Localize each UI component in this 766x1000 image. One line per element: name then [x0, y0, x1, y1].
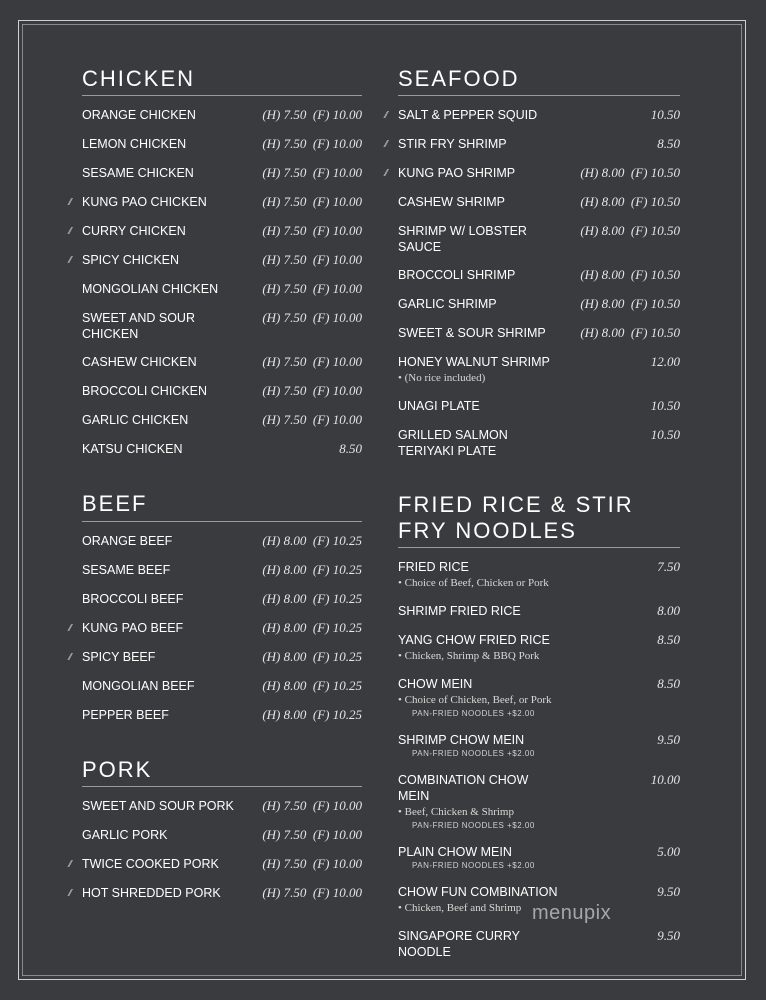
item-name: PEPPER BEEF [82, 707, 169, 722]
menu-item [68, 615, 362, 644]
menu-item [384, 160, 680, 189]
price-full: (F) 10.25 [312, 532, 362, 548]
item-name: KUNG PAO CHICKEN [82, 195, 207, 210]
price-single: 10.50 [650, 107, 680, 123]
spicy-icon: // [68, 857, 71, 870]
chicken-section [68, 66, 362, 465]
item-price [651, 427, 680, 443]
price-full: (F) 10.00 [312, 136, 362, 152]
right-column [384, 66, 680, 993]
spicy-icon: // [384, 138, 387, 151]
item-name: FRIED RICE [398, 559, 469, 574]
menu-item [82, 131, 362, 160]
item-price [262, 354, 362, 370]
item-subnote: PAN-FRIED NOODLES +$2.00 [412, 708, 535, 718]
spicy-icon: // [384, 167, 387, 180]
item-name: CURRY CHICKEN [82, 224, 186, 239]
price-full: (F) 10.25 [312, 706, 362, 722]
price-full: (F) 10.00 [312, 383, 362, 399]
menu-item [68, 644, 362, 673]
pork-section [68, 756, 362, 909]
price-full: (F) 10.25 [312, 648, 362, 664]
item-name: SALT & PEPPER SQUID [398, 108, 538, 123]
menu-item [82, 160, 362, 189]
menu-item [82, 793, 362, 822]
item-price [262, 310, 362, 326]
item-price [262, 798, 362, 814]
item-name: SPICY CHICKEN [82, 253, 180, 268]
item-name: SESAME BEEF [82, 562, 171, 577]
menu-item [398, 767, 680, 839]
price-half: (H) 7.50 [262, 194, 307, 210]
beef-section [68, 491, 362, 730]
menu-item [68, 880, 362, 909]
menu-item [68, 218, 362, 247]
menu-item [398, 554, 680, 598]
price-full: (F) 10.50 [630, 194, 680, 210]
price-half: (H) 7.50 [262, 354, 307, 370]
item-price [657, 676, 680, 692]
item-price [262, 165, 362, 181]
item-note: • Beef, Chicken & Shrimp [398, 805, 514, 818]
menu-item [82, 702, 362, 731]
price-full: (F) 10.50 [630, 165, 680, 181]
price-half: (H) 8.00 [262, 706, 307, 722]
price-full: (F) 10.00 [312, 354, 362, 370]
price-single: 5.00 [657, 843, 680, 859]
watermark-logo: menupix [532, 902, 612, 924]
price-full: (F) 10.25 [312, 677, 362, 693]
item-name: ORANGE CHICKEN [82, 108, 196, 123]
item-price [657, 632, 680, 648]
price-full: (F) 10.00 [312, 412, 362, 428]
item-name: SHRIMP CHOW MEIN [398, 732, 525, 747]
item-price [262, 194, 362, 210]
item-price [262, 678, 362, 694]
item-price [262, 620, 362, 636]
menu-item [68, 247, 362, 276]
item-name: SWEET & SOUR SHRIMP [398, 326, 546, 341]
price-full: (F) 10.00 [312, 107, 362, 123]
spicy-icon: // [384, 109, 387, 122]
item-price [262, 533, 362, 549]
item-name: CASHEW CHICKEN [82, 355, 197, 370]
menu-item [398, 422, 680, 466]
menu-item [68, 851, 362, 880]
item-subnote: PAN-FRIED NOODLES +$2.00 [412, 860, 535, 870]
price-half: (H) 8.00 [262, 677, 307, 693]
item-price [651, 107, 680, 123]
price-full: (F) 10.00 [312, 281, 362, 297]
item-price [657, 928, 680, 944]
menu-item [82, 673, 362, 702]
item-name: KATSU CHICKEN [82, 442, 183, 457]
menu-item [82, 528, 362, 557]
price-full: (F) 10.00 [312, 826, 362, 842]
price-half: (H) 8.00 [580, 165, 625, 181]
menu-item [82, 436, 362, 465]
price-half: (H) 7.50 [262, 223, 307, 239]
price-half: (H) 8.00 [262, 590, 307, 606]
menu-item [82, 407, 362, 436]
section-title-rice-noodles: FRIED RICE & STIR FRY NOODLES [398, 492, 680, 548]
price-single: 7.50 [657, 558, 680, 574]
section-title-chicken: CHICKEN [82, 66, 362, 96]
price-half: (H) 8.00 [262, 619, 307, 635]
price-half: (H) 8.00 [262, 532, 307, 548]
item-price [657, 884, 680, 900]
price-half: (H) 7.50 [262, 136, 307, 152]
item-price [651, 398, 680, 414]
menu-item [398, 262, 680, 291]
price-half: (H) 7.50 [262, 165, 307, 181]
item-name: HONEY WALNUT SHRIMP [398, 355, 550, 370]
section-title-pork: PORK [82, 757, 362, 787]
section-title-seafood: SEAFOOD [398, 66, 680, 96]
price-single: 8.50 [657, 675, 680, 691]
item-name: UNAGI PLATE [398, 399, 480, 414]
price-single: 8.00 [657, 602, 680, 618]
price-full: (F) 10.00 [312, 165, 362, 181]
left-column [68, 66, 362, 935]
item-price [651, 354, 680, 370]
item-subnote: PAN-FRIED NOODLES +$2.00 [412, 748, 535, 758]
price-single: 10.00 [650, 771, 680, 787]
item-note: • Choice of Beef, Chicken or Pork [398, 576, 549, 589]
price-single: 9.50 [657, 927, 680, 943]
menu-item [398, 320, 680, 349]
item-name: GARLIC SHRIMP [398, 297, 497, 312]
item-price [262, 107, 362, 123]
item-price [580, 267, 680, 283]
menu-item [398, 727, 680, 767]
price-half: (H) 7.50 [262, 310, 307, 326]
item-price [580, 194, 680, 210]
price-full: (F) 10.00 [312, 855, 362, 871]
price-half: (H) 8.00 [580, 223, 625, 239]
item-name: SINGAPORE CURRY NOODLE [398, 928, 520, 959]
item-price [262, 281, 362, 297]
item-price [651, 772, 680, 788]
item-note: • Chicken, Beef and Shrimp [398, 901, 522, 914]
menu-item [82, 557, 362, 586]
item-subnote: PAN-FRIED NOODLES +$2.00 [412, 820, 535, 830]
item-name: SPICY BEEF [82, 649, 156, 664]
price-full: (F) 10.00 [312, 252, 362, 268]
item-name: CHOW FUN COMBINATION [398, 884, 558, 899]
menu-item [82, 276, 362, 305]
price-single: 8.50 [657, 136, 680, 152]
price-half: (H) 8.00 [262, 648, 307, 664]
price-half: (H) 7.50 [262, 826, 307, 842]
item-name: HOT SHREDDED PORK [82, 885, 221, 900]
item-price [580, 165, 680, 181]
price-half: (H) 8.00 [262, 561, 307, 577]
menu-item [82, 822, 362, 851]
menu-item [82, 305, 362, 349]
item-price [262, 562, 362, 578]
menu-item [398, 189, 680, 218]
price-full: (F) 10.25 [312, 619, 362, 635]
item-price [262, 136, 362, 152]
price-single: 12.00 [650, 354, 680, 370]
price-single: 8.50 [657, 631, 680, 647]
item-name: SWEET AND SOUR PORK [82, 798, 234, 813]
menu-item [398, 218, 680, 262]
price-full: (F) 10.00 [312, 310, 362, 326]
price-full: (F) 10.50 [630, 296, 680, 312]
item-price [657, 136, 680, 152]
price-full: (F) 10.00 [312, 884, 362, 900]
item-note: • Chicken, Shrimp & BBQ Pork [398, 649, 540, 662]
item-name: LEMON CHICKEN [82, 137, 187, 152]
menu-item [398, 349, 680, 393]
item-price [262, 856, 362, 872]
item-price [580, 223, 680, 239]
price-full: (F) 10.25 [312, 561, 362, 577]
item-name: GARLIC CHICKEN [82, 413, 189, 428]
item-name: COMBINATION CHOW MEIN [398, 772, 529, 803]
spicy-icon: // [68, 650, 71, 663]
menu-item [82, 586, 362, 615]
item-note: • Choice of Chicken, Beef, or Pork [398, 693, 552, 706]
item-price [262, 827, 362, 843]
item-name: BROCCOLI SHRIMP [398, 268, 516, 283]
price-half: (H) 7.50 [262, 412, 307, 428]
item-price [657, 603, 680, 619]
menu-item [398, 393, 680, 422]
price-single: 10.50 [650, 398, 680, 414]
price-single: 9.50 [657, 731, 680, 747]
price-full: (F) 10.50 [630, 223, 680, 239]
item-name: SESAME CHICKEN [82, 166, 194, 181]
price-half: (H) 8.00 [580, 267, 625, 283]
item-name: STIR FRY SHRIMP [398, 137, 507, 152]
menu-item [398, 671, 680, 727]
menu-item [384, 131, 680, 160]
price-full: (F) 10.50 [630, 267, 680, 283]
menu-item [398, 627, 680, 671]
item-name: BROCCOLI BEEF [82, 591, 184, 606]
item-name: TWICE COOKED PORK [82, 856, 219, 871]
item-name: PLAIN CHOW MEIN [398, 844, 512, 859]
price-half: (H) 7.50 [262, 797, 307, 813]
price-single: 9.50 [657, 883, 680, 899]
price-half: (H) 8.00 [580, 325, 625, 341]
item-price [262, 412, 362, 428]
menu-item [82, 349, 362, 378]
price-full: (F) 10.50 [630, 325, 680, 341]
item-price [657, 732, 680, 748]
item-price [262, 649, 362, 665]
item-name: MONGOLIAN CHICKEN [82, 282, 219, 297]
item-name: YANG CHOW FRIED RICE [398, 632, 550, 647]
rice-noodles-section [398, 492, 680, 967]
item-price [262, 885, 362, 901]
price-single: 8.50 [339, 441, 362, 457]
item-name: MONGOLIAN BEEF [82, 678, 195, 693]
item-name: SHRIMP FRIED RICE [398, 603, 521, 618]
price-single: 10.50 [650, 427, 680, 443]
item-name: SWEET AND SOUR CHICKEN [82, 311, 195, 342]
item-price [262, 383, 362, 399]
price-half: (H) 8.00 [580, 194, 625, 210]
spicy-icon: // [68, 225, 71, 238]
menu-item [398, 839, 680, 879]
item-name: BROCCOLI CHICKEN [82, 384, 208, 399]
price-half: (H) 7.50 [262, 884, 307, 900]
item-name: GRILLED SALMON TERIYAKI PLATE [398, 428, 508, 459]
spicy-icon: // [68, 196, 71, 209]
price-half: (H) 8.00 [580, 296, 625, 312]
item-price [262, 591, 362, 607]
menu-item [398, 598, 680, 627]
item-price [262, 223, 362, 239]
price-full: (F) 10.00 [312, 223, 362, 239]
item-price [580, 296, 680, 312]
item-price [657, 559, 680, 575]
item-name: ORANGE BEEF [82, 533, 173, 548]
price-half: (H) 7.50 [262, 855, 307, 871]
spicy-icon: // [68, 254, 71, 267]
price-half: (H) 7.50 [262, 107, 307, 123]
item-price [262, 252, 362, 268]
menu-item [68, 189, 362, 218]
menu-item [398, 923, 680, 967]
menu-item [398, 291, 680, 320]
item-name: CHOW MEIN [398, 676, 473, 691]
item-name: CASHEW SHRIMP [398, 195, 505, 210]
price-full: (F) 10.25 [312, 590, 362, 606]
price-half: (H) 7.50 [262, 281, 307, 297]
price-full: (F) 10.00 [312, 797, 362, 813]
item-price [580, 325, 680, 341]
price-half: (H) 7.50 [262, 252, 307, 268]
item-name: GARLIC PORK [82, 827, 168, 842]
item-price [262, 707, 362, 723]
spicy-icon: // [68, 886, 71, 899]
spicy-icon: // [68, 621, 71, 634]
item-note: • (No rice included) [398, 372, 486, 385]
section-title-beef: BEEF [82, 491, 362, 521]
seafood-section [384, 66, 680, 466]
menu-item [82, 102, 362, 131]
item-price [339, 441, 362, 457]
menu-item [384, 102, 680, 131]
item-name: KUNG PAO SHRIMP [398, 166, 516, 181]
price-full: (F) 10.00 [312, 194, 362, 210]
item-name: KUNG PAO BEEF [82, 620, 184, 635]
item-price [657, 844, 680, 860]
price-half: (H) 7.50 [262, 383, 307, 399]
item-name: SHRIMP W/ LOBSTER SAUCE [398, 224, 527, 255]
menu-item [82, 378, 362, 407]
